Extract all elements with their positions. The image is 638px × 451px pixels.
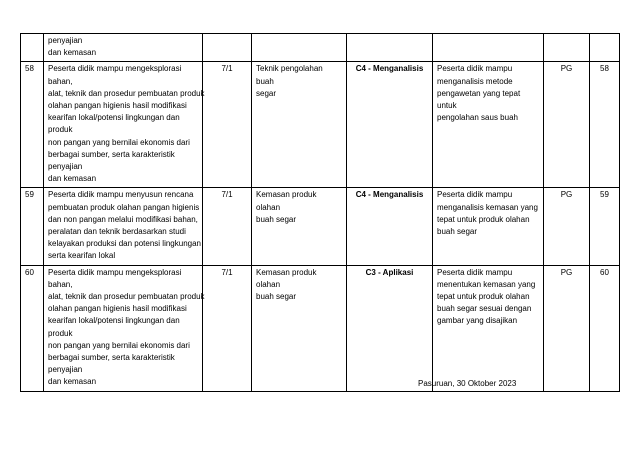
question-grid-table (20, 33, 620, 392)
material (252, 188, 347, 265)
objective-line: menentukan kemasan yang (437, 279, 536, 289)
question-number (590, 34, 620, 62)
question-number: 60 (590, 265, 620, 391)
cognitive-level: C3 - Aplikasi (347, 265, 433, 391)
indicator-line: dan kemasan (48, 48, 97, 58)
material-line: Teknik pengolahan buah (256, 64, 323, 86)
table-row (21, 265, 620, 391)
question-number: 58 (590, 62, 620, 188)
row-number: 58 (21, 62, 44, 188)
cognitive-level: C4 - Menganalisis (347, 188, 433, 265)
objective-line: tepat untuk produk olahan (437, 214, 530, 224)
material-line: buah segar (256, 292, 297, 302)
material-line: Kemasan produk olahan (256, 190, 317, 212)
indicator-line: berbagai sumber, serta karakteristik (48, 353, 175, 363)
question-indicator (433, 265, 544, 391)
table-row (21, 34, 620, 62)
competency-indicator (44, 265, 203, 391)
indicator-line: penyajian (48, 365, 83, 375)
indicator-line: bahan, (48, 279, 73, 289)
cognitive-level: C4 - Menganalisis (347, 62, 433, 188)
question-form: PG (544, 188, 590, 265)
class-semester: 7/1 (203, 188, 252, 265)
objective-line: buah segar (437, 227, 478, 237)
indicator-line: Peserta didik mampu menyusun rencana (48, 190, 194, 200)
indicator-line: penyajian (48, 36, 83, 45)
objective-line: Peserta didik mampu (437, 267, 513, 277)
indicator-line: serta kearifan lokal (48, 251, 116, 261)
row-number: 60 (21, 265, 44, 391)
class-semester (203, 34, 252, 62)
indicator-line: Peserta didik mampu mengeksplorasi (48, 267, 182, 277)
indicator-line: dan non pangan melalui modifikasi bahan, (48, 214, 198, 224)
indicator-line: berbagai sumber, serta karakteristik (48, 149, 175, 159)
question-indicator (433, 188, 544, 265)
material-line: Kemasan produk olahan (256, 267, 317, 289)
indicator-line: kearifan lokal/potensi lingkungan dan (48, 316, 180, 326)
material (252, 34, 347, 62)
table-row (21, 62, 620, 188)
question-indicator (433, 62, 544, 188)
class-semester: 7/1 (203, 62, 252, 188)
indicator-line: pembuatan produk olahan pangan higienis (48, 202, 200, 212)
material-line: segar (256, 88, 277, 98)
objective-line: gambar yang disajikan (437, 316, 518, 326)
indicator-line: kearifan lokal/potensi lingkungan dan (48, 113, 180, 123)
indicator-line: produk (48, 328, 73, 338)
objective-line: Peserta didik mampu (437, 190, 513, 200)
material-line: buah segar (256, 214, 297, 224)
indicator-line: produk (48, 125, 73, 135)
indicator-line: peralatan dan teknik berdasarkan studi (48, 227, 186, 237)
cognitive-level (347, 34, 433, 62)
indicator-line: dan kemasan (48, 377, 97, 387)
row-number (21, 34, 44, 62)
indicator-line: penyajian (48, 162, 83, 172)
material (252, 62, 347, 188)
objective-line: menganalisis metode (437, 76, 513, 86)
indicator-line: bahan, (48, 76, 73, 86)
objective-line: buah segar sesuai dengan (437, 304, 532, 314)
indicator-line: olahan pangan higienis hasil modifikasi (48, 304, 187, 314)
indicator-line: non pangan yang bernilai ekonomis dari (48, 340, 190, 350)
material (252, 265, 347, 391)
table-body (21, 34, 620, 392)
objective-line: pengawetan yang tepat untuk (437, 88, 521, 111)
indicator-line: olahan pangan higienis hasil modifikasi (48, 101, 187, 111)
indicator-line: alat, teknik dan prosedur pembuatan produk (48, 292, 205, 302)
objective-line: menganalisis kemasan yang (437, 202, 538, 212)
objective-line: pengolahan saus buah (437, 113, 518, 123)
question-form: PG (544, 265, 590, 391)
competency-indicator (44, 62, 203, 188)
indicator-line: Peserta didik mampu mengeksplorasi (48, 64, 182, 74)
class-semester: 7/1 (203, 265, 252, 391)
indicator-line: kelayakan produksi dan potensi lingkungan (48, 239, 201, 249)
question-indicator (433, 34, 544, 62)
question-form: PG (544, 62, 590, 188)
indicator-line: dan kemasan (48, 174, 97, 184)
objective-line: Peserta didik mampu (437, 64, 513, 74)
competency-indicator (44, 34, 203, 62)
question-number: 59 (590, 188, 620, 265)
table-row (21, 188, 620, 265)
row-number: 59 (21, 188, 44, 265)
indicator-line: non pangan yang bernilai ekonomis dari (48, 137, 190, 147)
place-date: Pasuruan, 30 Oktober 2023 (418, 379, 517, 388)
question-form (544, 34, 590, 62)
competency-indicator (44, 188, 203, 265)
objective-line: tepat untuk produk olahan (437, 292, 530, 302)
indicator-line: alat, teknik dan prosedur pembuatan produk (48, 88, 205, 98)
